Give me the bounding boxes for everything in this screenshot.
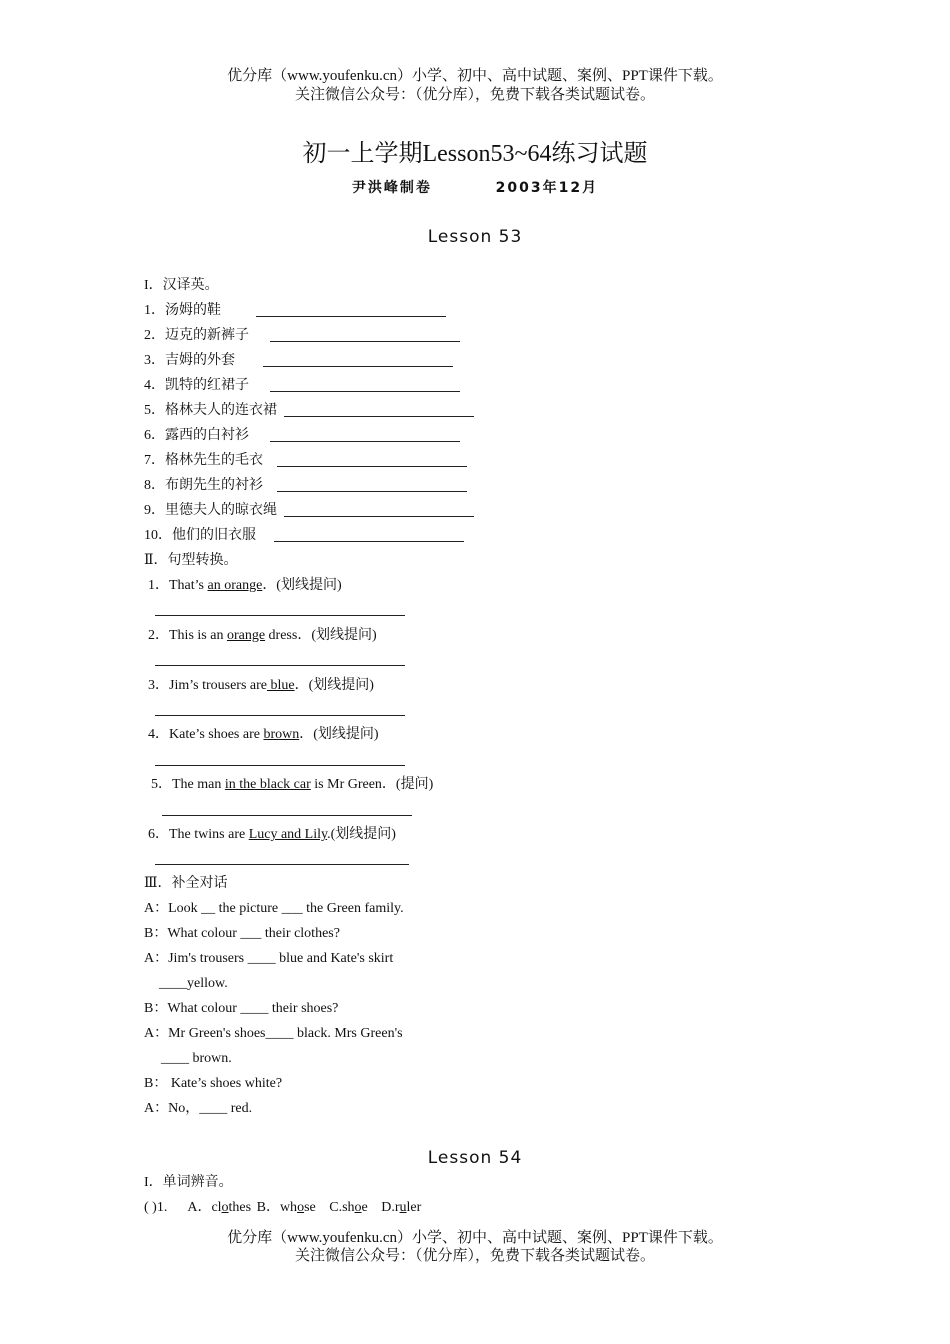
exam-date: 2003年12月 (495, 180, 599, 196)
answer-blank[interactable] (284, 416, 474, 417)
dialogue-line: A：Look __ the picture ___ the Green family. (144, 901, 404, 916)
translate-item: 2．迈克的新裤子 (144, 328, 249, 343)
transform-question-1: 1．That’s an orange．(划线提问) (148, 578, 342, 593)
answer-blank[interactable] (162, 815, 412, 816)
answer-blank[interactable] (284, 516, 474, 517)
answer-blank[interactable] (155, 715, 405, 716)
author-line (0, 177, 950, 197)
dialogue-line: ____yellow. (159, 976, 228, 991)
phonics-question-1: ( )1. A．clothes B．whose C.shoe D.ruler (144, 1200, 422, 1215)
answer-blank[interactable] (277, 491, 467, 492)
part3-title: Ⅲ．补全对话 (144, 876, 228, 891)
dialogue-line: A：No，____ red. (144, 1101, 253, 1116)
dialogue-line: A：Mr Green's shoes____ black. Mrs Green's (144, 1026, 403, 1041)
translate-item: 1．汤姆的鞋 (144, 303, 221, 318)
option-c: C.shoe (329, 1200, 368, 1215)
transform-question-3: 3．Jim’s trousers are blue．(划线提问) (148, 678, 374, 693)
lesson-54-heading: Lesson 54 (427, 1148, 523, 1168)
translate-item: 6．露西的白衬衫 (144, 428, 249, 443)
answer-blank[interactable] (155, 765, 405, 766)
footer-line-2: 关注微信公众号：（优分库），免费下载各类试题试卷。 (294, 1248, 655, 1264)
translate-item: 3．吉姆的外套 (144, 353, 235, 368)
answer-blank[interactable] (270, 441, 460, 442)
translate-item: 4．凯特的红裙子 (144, 378, 249, 393)
author-name: 尹洪峰制卷 (351, 180, 432, 196)
transform-question-2: 2．This is an orange dress．(划线提问) (148, 628, 377, 643)
part2-title: Ⅱ．句型转换。 (144, 553, 238, 568)
translate-item: 7．格林先生的毛衣 (144, 453, 263, 468)
part1-title: I．汉译英。 (144, 278, 219, 293)
dialogue-line: ____ brown. (161, 1051, 232, 1066)
footer-line-1: 优分库（www.youfenku.cn）小学、初中、高中试题、案例、PPT课件下载。 (227, 1230, 723, 1246)
header-line-1: 优分库（www.youfenku.cn）小学、初中、高中试题、案例、PPT课件下载。 (227, 68, 723, 84)
answer-blank[interactable] (155, 615, 405, 616)
page-title: 初一上学期Lesson53~64练习试题 (302, 141, 648, 167)
translate-item: 8．布朗先生的衬衫 (144, 478, 263, 493)
option-a: A．clothes (187, 1200, 252, 1215)
option-d: D.ruler (381, 1200, 422, 1215)
answer-blank[interactable] (263, 366, 453, 367)
lesson-53-heading: Lesson 53 (427, 227, 523, 247)
answer-blank[interactable] (270, 391, 460, 392)
option-b: B．whose (256, 1200, 316, 1215)
answer-blank[interactable] (155, 864, 409, 865)
answer-blank[interactable] (277, 466, 467, 467)
translate-item: 10．他们的旧衣服 (144, 528, 256, 543)
answer-blank[interactable] (155, 665, 405, 666)
header-line-2: 关注微信公众号：（优分库），免费下载各类试题试卷。 (294, 87, 655, 103)
transform-question-5: 5．The man in the black car is Mr Green．(提问) (151, 777, 434, 792)
transform-question-4: 4．Kate’s shoes are brown．(划线提问) (148, 727, 379, 742)
transform-question-6: 6．The twins are Lucy and Lily.(划线提问) (148, 827, 396, 842)
dialogue-line: B：What colour ____ their shoes? (144, 1001, 339, 1016)
l54-part1-title: I．单词辨音。 (144, 1175, 233, 1190)
dialogue-line: A：Jim's trousers ____ blue and Kate's skirt (144, 951, 394, 966)
dialogue-line: B： Kate’s shoes white? (144, 1076, 283, 1091)
translate-item: 9．里德夫人的晾衣绳 (144, 503, 277, 518)
answer-blank[interactable] (274, 541, 464, 542)
answer-blank[interactable] (256, 316, 446, 317)
answer-blank[interactable] (270, 341, 460, 342)
dialogue-line: B：What colour ___ their clothes? (144, 926, 340, 941)
translate-item: 5．格林夫人的连衣裙 (144, 403, 277, 418)
